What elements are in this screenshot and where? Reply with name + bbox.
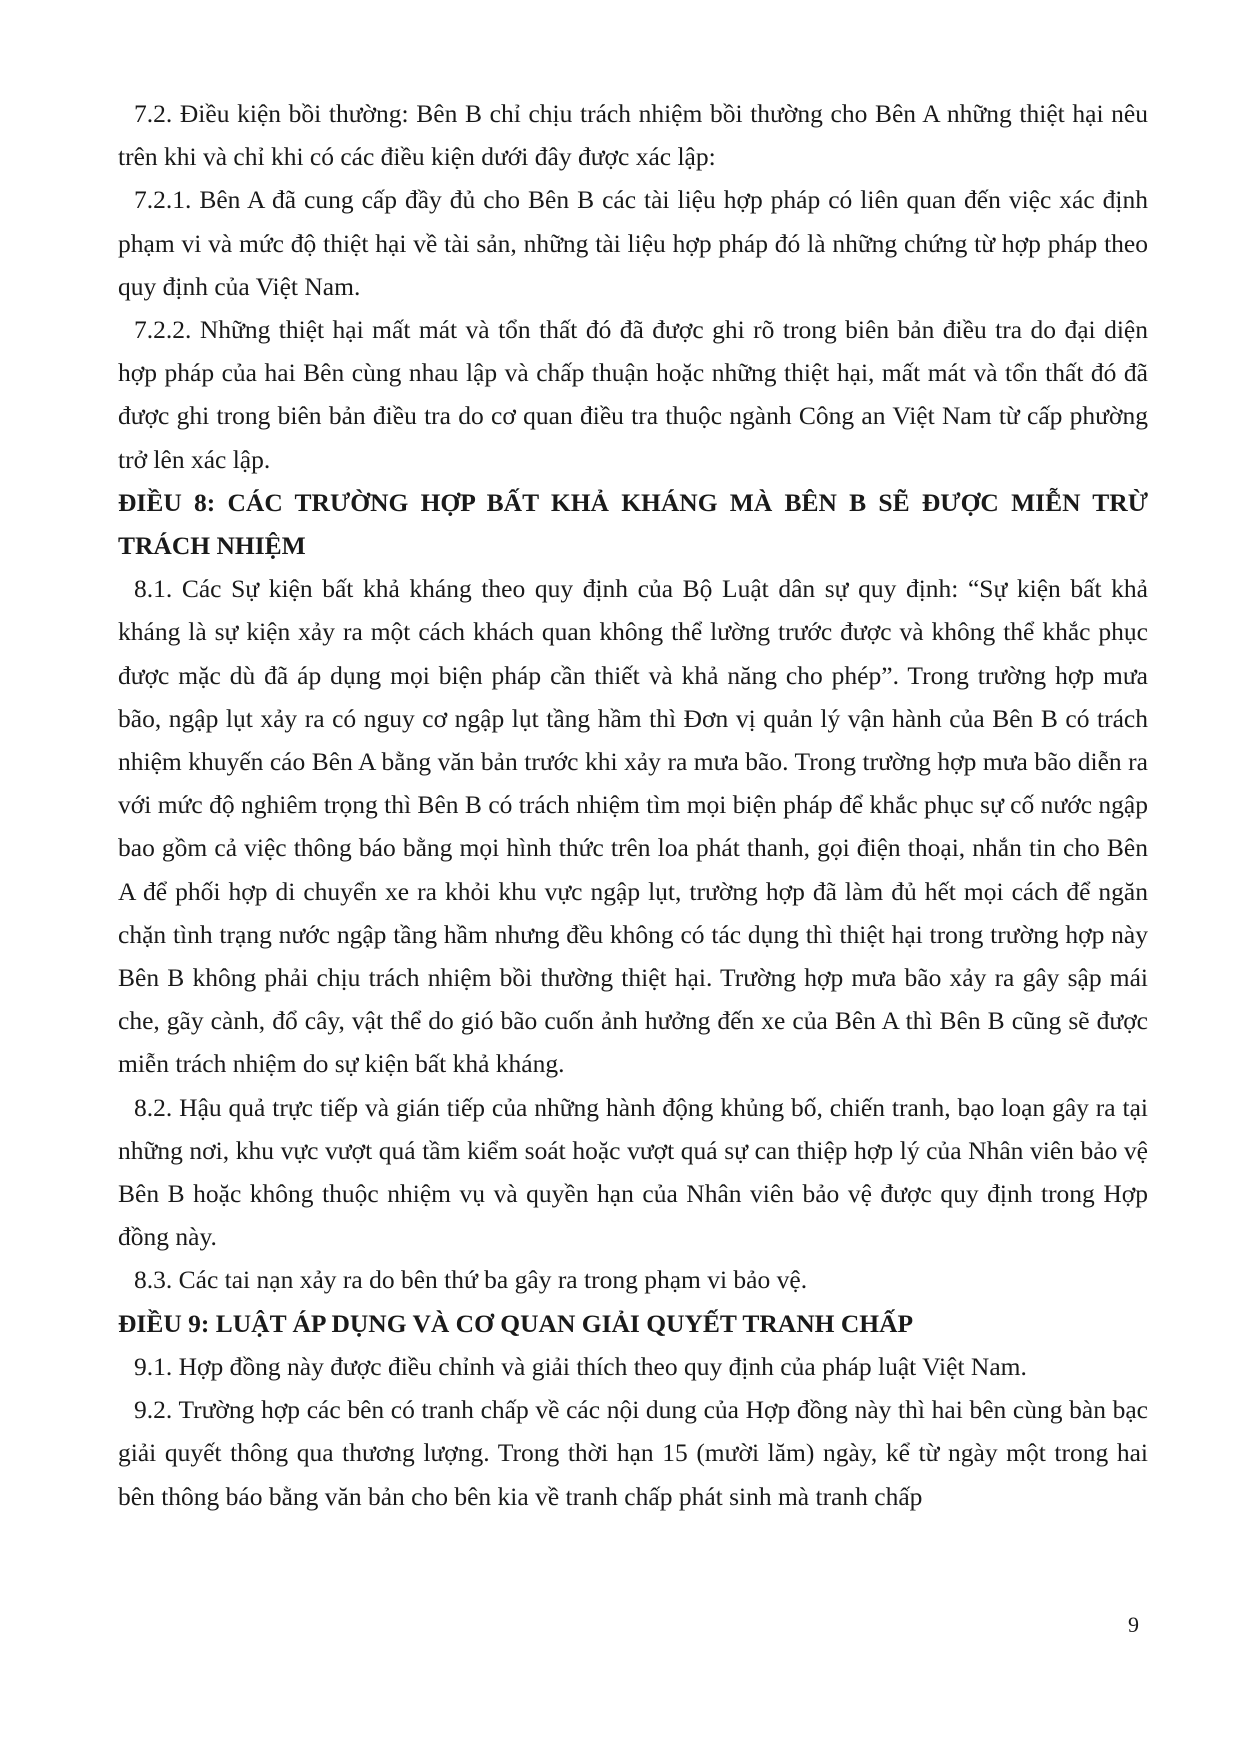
paragraph-7-2-1: 7.2.1. Bên A đã cung cấp đầy đủ cho Bên B các tài liệu hợp pháp có liên quan đến việc xác định phạm vi và mức độ thiệt hại về tài sản, những tài liệu hợp pháp đó là những chứng từ hợp pháp theo quy định của Việt Nam. <box>118 185 1148 301</box>
paragraph-9-2: 9.2. Trường hợp các bên có tranh chấp về các nội dung của Hợp đồng này thì hai bên cùng bàn bạc giải quyết thông qua thương lượng. Trong thời hạn 15 (mười lăm) ngày, kể từ ngày một trong hai bên thông báo bằng văn bản cho bên kia về tranh chấp phát sinh mà tranh chấp <box>118 1395 1148 1511</box>
paragraph-7-2-2: 7.2.2. Những thiệt hại mất mát và tổn thất đó đã được ghi rõ trong biên bản điều tra do đại diện hợp pháp của hai Bên cùng nhau lập và chấp thuận hoặc những thiệt hại, mất mát và tổn thất đó đã được ghi trong biên bản điều tra do cơ quan điều tra thuộc ngành Công an Việt Nam từ cấp phường trở lên xác lập. <box>118 315 1148 474</box>
article-8-heading: ĐIỀU 8: CÁC TRƯỜNG HỢP BẤT KHẢ KHÁNG MÀ BÊN B SẼ ĐƯỢC MIỄN TRỪ TRÁCH NHIỆM <box>118 487 1148 561</box>
paragraph-8-2: 8.2. Hậu quả trực tiếp và gián tiếp của những hành động khủng bố, chiến tranh, bạo loạn gây ra tại những nơi, khu vực vượt quá tầm kiểm soát hoặc vượt quá sự can thiệp hợp lý của Nhân viên bảo vệ Bên B hoặc không thuộc nhiệm vụ và quyền hạn của Nhân viên bảo vệ được quy định trong Hợp đồng này. <box>118 1092 1148 1252</box>
article-9-heading: ĐIỀU 9: LUẬT ÁP DỤNG VÀ CƠ QUAN GIẢI QUYẾT TRANH CHẤP <box>118 1308 914 1338</box>
paragraph-8-3: 8.3. Các tai nạn xảy ra do bên thứ ba gây ra trong phạm vi bảo vệ. <box>134 1265 808 1295</box>
paragraph-8-1: 8.1. Các Sự kiện bất khả kháng theo quy định của Bộ Luật dân sự quy định: “Sự kiện bất khả kháng là sự kiện xảy ra một cách khách quan không thể lường trước được và không thể khắc phục được mặc dù đã áp dụng mọi biện pháp cần thiết và khả năng cho phép”. Trong trường hợp mưa bão, ngập lụt xảy ra có nguy cơ ngập lụt tầng hầm thì Đơn vị quản lý vận hành của Bên B có trách nhiệm khuyến cáo Bên A bằng văn bản trước khi xảy ra mưa bão. Trong trường hợp mưa bão diễn ra với mức độ nghiêm trọng thì Bên B có trách nhiệm tìm mọi biện pháp để khắc phục sự cố nước ngập bao gồm cả việc thông báo bằng mọi hình thức trên loa phát thanh, gọi điện thoại, nhắn tin cho Bên A để phối hợp di chuyển xe ra khỏi khu vực ngập lụt, trường hợp đã làm đủ hết mọi cách để ngăn chặn tình trạng nước ngập tầng hầm nhưng đều không có tác dụng thì thiệt hại trong trường hợp này Bên B không phải chịu trách nhiệm bồi thường thiệt hại. Trường hợp mưa bão xảy ra gây sập mái che, gãy cành, đổ cây, vật thể do gió bão cuốn ảnh hưởng đến xe của Bên A thì Bên B cũng sẽ được miễn trách nhiệm do sự kiện bất khả kháng. <box>118 574 1148 1079</box>
page-number: 9 <box>1128 1612 1139 1637</box>
paragraph-7-2: 7.2. Điều kiện bồi thường: Bên B chỉ chịu trách nhiệm bồi thường cho Bên A những thiệt hại nêu trên khi và chỉ khi có các điều kiện dưới đây được xác lập: <box>118 99 1148 172</box>
paragraph-9-1: 9.1. Hợp đồng này được điều chỉnh và giải thích theo quy định của pháp luật Việt Nam. <box>134 1351 1027 1381</box>
document-page <box>118 92 1148 1518</box>
